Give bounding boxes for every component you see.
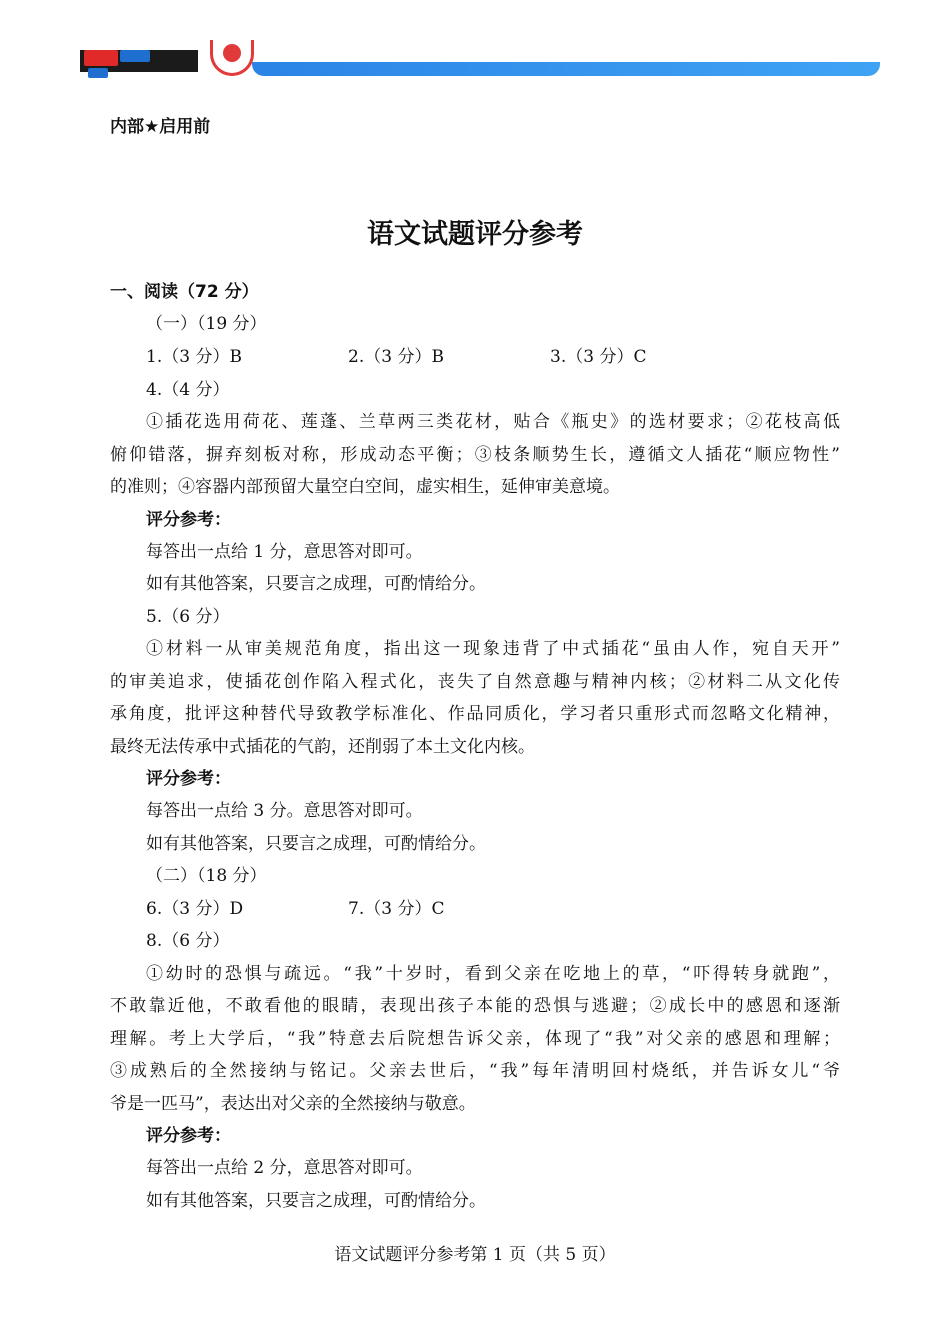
scoring-rule: 每答出一点给 2 分，意思答对即可。 — [146, 1158, 423, 1178]
scoring-note: 如有其他答案，只要言之成理，可酌情给分。 — [146, 574, 486, 594]
answer-paragraph-line: 爷是一匹马”，表达出对父亲的全然接纳与敬意。 — [110, 1094, 476, 1114]
answer-paragraph-line: ①插花选用荷花、莲蓬、兰草两三类花材，贴合《瓶史》的选材要求；②花枝高低 — [146, 412, 840, 432]
scoring-rule: 每答出一点给 3 分。意思答对即可。 — [146, 801, 423, 821]
header-banner — [80, 40, 880, 80]
scoring-heading: 评分参考： — [146, 510, 231, 530]
scoring-rule: 每答出一点给 1 分，意思答对即可。 — [146, 542, 423, 562]
publisher-logo — [80, 50, 198, 72]
answer-paragraph-line: 最终无法传承中式插花的气韵，还削弱了本土文化内核。 — [110, 737, 535, 757]
answer-paragraph-line: ①材料一从审美规范角度，指出这一现象违背了中式插花“虽由人作，宛自天开” — [146, 639, 840, 659]
answer-paragraph-line: ①幼时的恐惧与疏远。“我”十岁时，看到父亲在吃地上的草，“吓得转身就跑”， — [146, 964, 840, 984]
page-title: 语文试题评分参考 — [367, 219, 583, 250]
question-heading: 8.（6 分） — [146, 931, 230, 951]
answer-paragraph-line: 俯仰错落，摒弃刻板对称，形成动态平衡；③枝条顺势生长，遵循文人插花“顺应物性” — [110, 445, 840, 465]
page-footer: 语文试题评分参考第 1 页（共 5 页） — [334, 1245, 616, 1265]
scoring-heading: 评分参考： — [146, 769, 231, 789]
header-slogan — [290, 62, 530, 78]
answer-q3: 3.（3 分）C — [550, 347, 647, 367]
answer-q7: 7.（3 分）C — [348, 899, 445, 919]
scoring-note: 如有其他答案，只要言之成理，可酌情给分。 — [146, 834, 486, 854]
emblem-dot — [223, 44, 241, 62]
question-heading: 5.（6 分） — [146, 607, 230, 627]
answer-paragraph-line: 的审美追求，使插花创作陷入程式化，丧失了自然意趣与精神内核；②材料二从文化传 — [110, 672, 840, 692]
answer-paragraph-line: 不敢靠近他，不敢看他的眼睛，表现出孩子本能的恐惧与逃避；②成长中的感恩和逐渐 — [110, 996, 840, 1016]
scoring-heading: 评分参考： — [146, 1126, 231, 1146]
emblem-icon — [210, 40, 254, 76]
answer-paragraph-line: 承角度，批评这种替代导致教学标准化、作品同质化，学习者只重形式而忽略文化精神， — [110, 704, 840, 724]
part-heading: （二）（18 分） — [146, 866, 267, 886]
section-heading: 一、阅读（72 分） — [110, 282, 259, 302]
logo-red-mark — [84, 50, 118, 66]
logo-blue-mark-2 — [88, 68, 108, 78]
question-heading: 4.（4 分） — [146, 380, 230, 400]
part-heading: （一）（19 分） — [146, 314, 267, 334]
answer-q6: 6.（3 分）D — [146, 899, 244, 919]
answer-q2: 2.（3 分）B — [348, 347, 444, 367]
answer-paragraph-line: ③成熟后的全然接纳与铭记。父亲去世后，“我”每年清明回村烧纸，并告诉女儿“爷 — [110, 1061, 840, 1081]
answer-q1: 1.（3 分）B — [146, 347, 242, 367]
scoring-note: 如有其他答案，只要言之成理，可酌情给分。 — [146, 1191, 486, 1211]
logo-blue-mark — [120, 50, 150, 62]
confidential-label: 内部★启用前 — [110, 117, 211, 137]
answer-paragraph-line: 理解。考上大学后，“我”特意去后院想告诉父亲，体现了“我”对父亲的感恩和理解； — [110, 1029, 840, 1049]
answer-paragraph-line: 的准则；④容器内部预留大量空白空间，虚实相生，延伸审美意境。 — [110, 477, 620, 497]
